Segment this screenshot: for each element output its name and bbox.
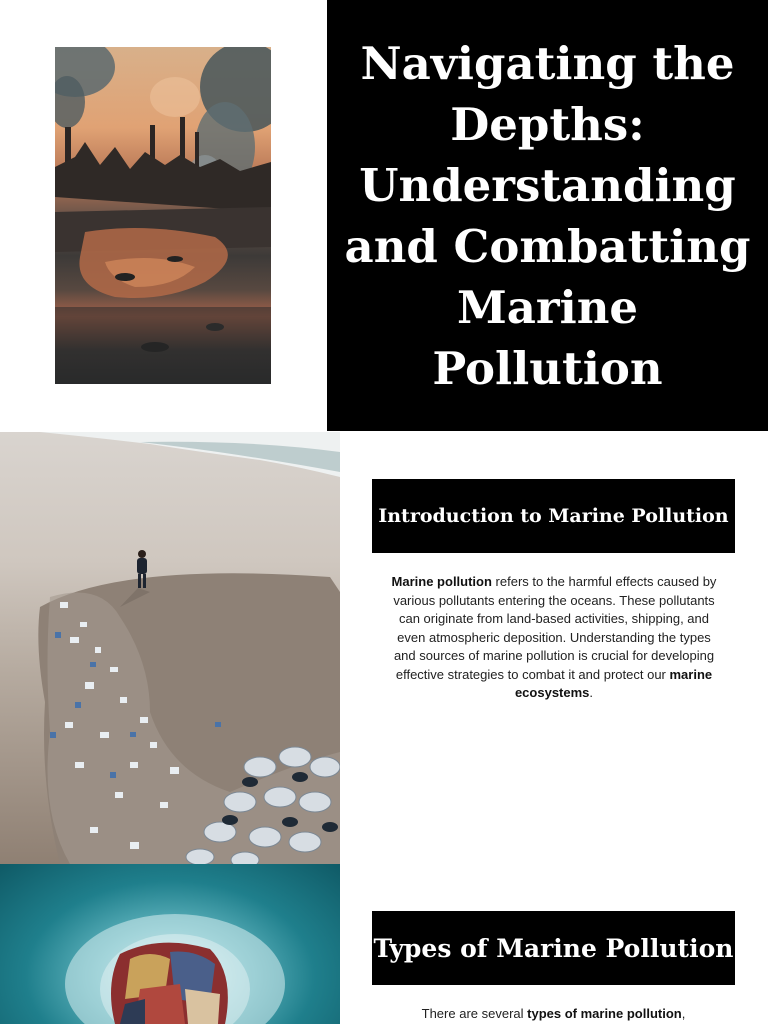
beach-litter-photo <box>0 432 340 864</box>
types-after: , <box>681 1006 686 1021</box>
term-marine-pollution: Marine pollution <box>391 574 492 589</box>
types-heading: Types of Marine Pollution <box>372 911 735 985</box>
intro-paragraph <box>390 573 718 703</box>
ocean-debris-photo <box>0 864 340 1024</box>
term-marine-ecosystems: marine ecosystems <box>514 666 713 700</box>
title-panel <box>327 0 768 431</box>
intro-end: . <box>589 685 594 700</box>
types-lead: There are several <box>421 1006 528 1021</box>
page-title: Navigating the Depths: Understanding and Combatting Marine Pollution <box>344 36 751 395</box>
intro-body: refers to the harmful effects caused by various pollutants entering the oceans. These pollutants can originate from land-based activities, shipping, and even atmospheric deposition. Understanding the types and sources of marine pollution is crucial for developing effective strategies to combat it and protect our <box>393 574 717 682</box>
cover-photo <box>55 47 271 384</box>
intro-heading: Introduction to Marine Pollution <box>372 479 735 553</box>
types-paragraph <box>372 1005 735 1024</box>
term-types-of-marine-pollution: types of marine pollution <box>527 1006 682 1021</box>
